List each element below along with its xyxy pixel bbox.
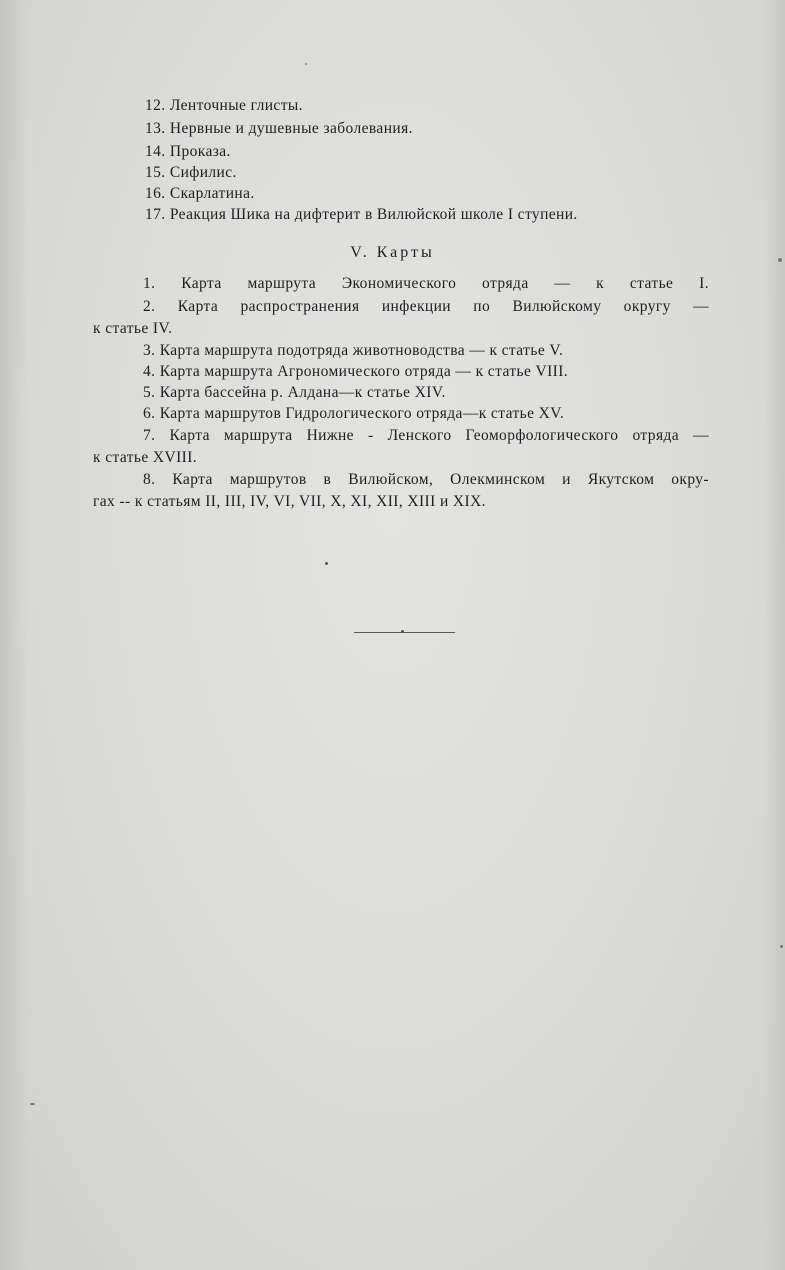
list-item-13: 13. Нервные и душевные заболевания. xyxy=(145,120,413,137)
closing-rule xyxy=(354,632,455,633)
list-item-16: 16. Скарлатина. xyxy=(145,185,255,202)
page-shadow-left xyxy=(0,0,28,1270)
ink-speck xyxy=(30,1103,35,1105)
map-item-5: 5. Карта бассейна р. Алдана—к статье XIV. xyxy=(143,384,446,401)
ink-speck xyxy=(780,945,783,948)
map-item-8-cont: гах -- к статьям II, III, IV, VI, VII, X, XI, XII, XIII и XIX. xyxy=(93,493,486,510)
map-item-8: 8. Карта маршрутов в Вилюйском, Олекминском и Якутском окру- xyxy=(143,471,709,488)
map-item-6: 6. Карта маршрутов Гидрологического отряда—к статье XV. xyxy=(143,405,565,422)
map-item-2: 2. Карта распространения инфекции по Вилюйскому округу — xyxy=(143,298,709,315)
map-item-2-cont: к статье IV. xyxy=(93,320,173,337)
list-item-15: 15. Сифилис. xyxy=(145,164,237,181)
ink-speck xyxy=(401,630,404,633)
list-item-17: 17. Реакция Шика на дифтерит в Вилюйской школе I ступени. xyxy=(145,206,578,223)
ink-speck xyxy=(325,562,328,565)
map-item-7-cont: к статье XVIII. xyxy=(93,449,198,466)
ink-speck xyxy=(778,258,782,262)
section-heading-maps: V. Карты xyxy=(350,244,435,261)
map-item-7: 7. Карта маршрута Нижне - Ленского Геоморфологического отряда — xyxy=(143,427,709,444)
list-item-14: 14. Проказа. xyxy=(145,143,231,160)
list-item-12: 12. Ленточные глисты. xyxy=(145,97,303,114)
map-item-3: 3. Карта маршрута подотряда животноводства — к статье V. xyxy=(143,342,564,359)
page-shadow-right xyxy=(763,0,785,1270)
map-item-1: 1. Карта маршрута Экономического отряда — к статье I. xyxy=(143,275,709,292)
map-item-4: 4. Карта маршрута Агрономического отряда — к статье VIII. xyxy=(143,363,569,380)
ink-speck xyxy=(305,63,307,65)
